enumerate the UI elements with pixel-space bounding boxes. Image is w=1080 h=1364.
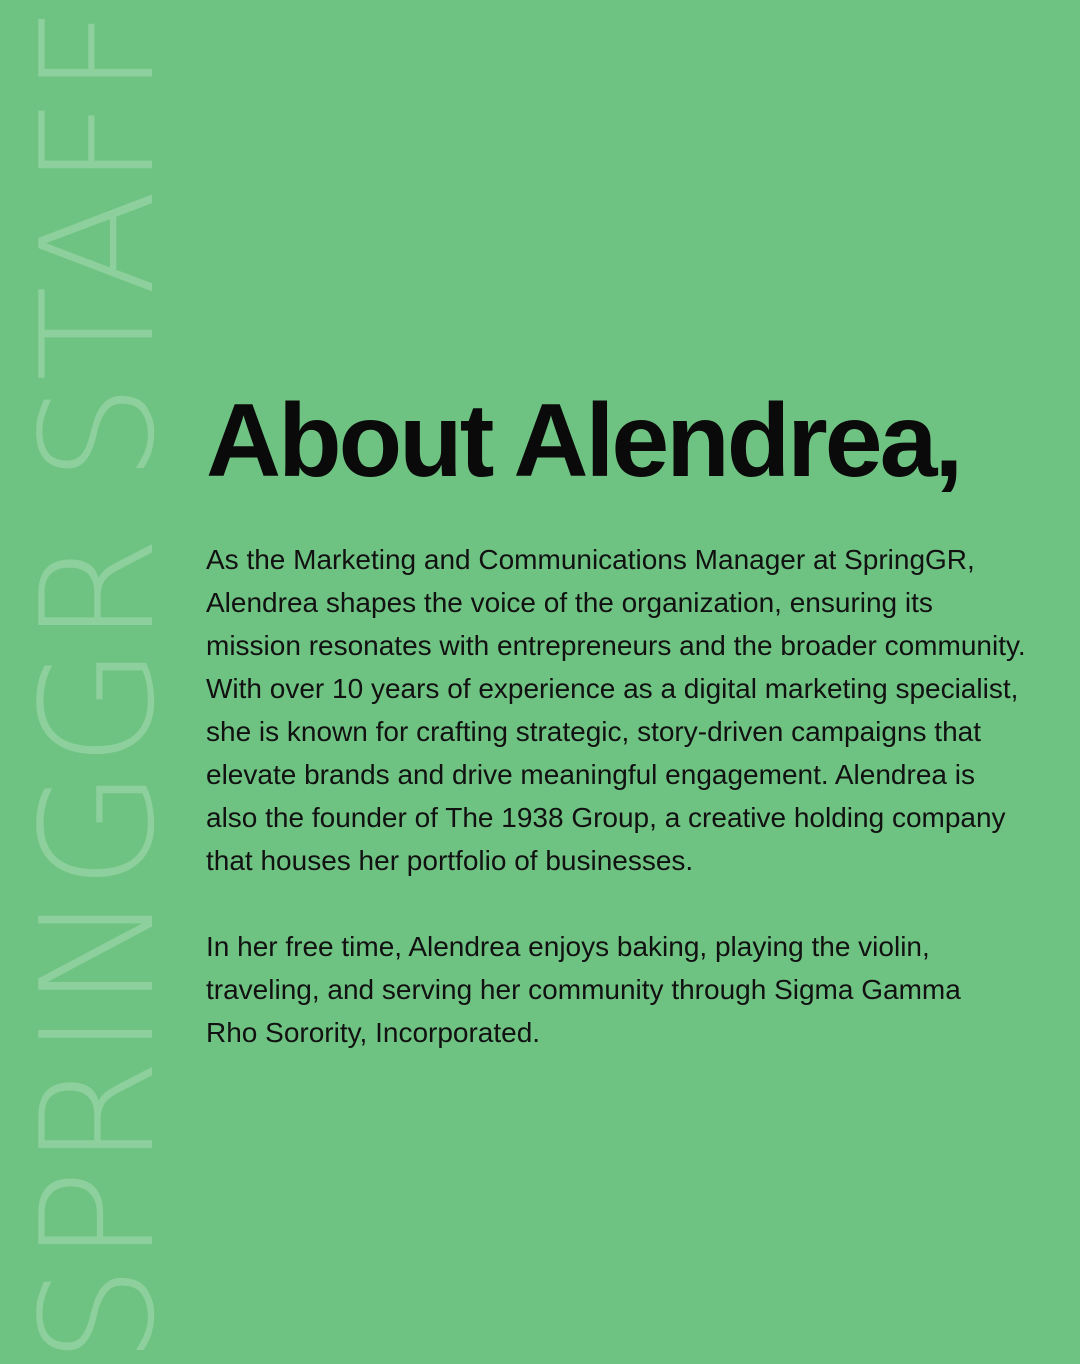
bio-paragraph-1: As the Marketing and Communications Manager at SpringGR, Alendrea shapes the voice of the organization, ensuring its mission resonates with entrepreneurs and the broader community. With over 10 years of experience as a digital marketing specialist, she is known for crafting strategic, story-driven campaigns that elevate brands and drive meaningful engagement. Alendrea is also the founder of The 1938 Group, a creative holding company that houses her portfolio of businesses. [206, 544, 1026, 877]
page-title: About Alendrea, [206, 383, 961, 499]
bio-paragraph-2: In her free time, Alendrea enjoys baking, playing the violin, traveling, and serving her community through Sigma Gamma Rho Sorority, Incorporated. [206, 931, 961, 1049]
side-label-springgr-staff: SPRINGGR STAFF [7, 3, 189, 1364]
bio-content [206, 384, 1046, 1054]
